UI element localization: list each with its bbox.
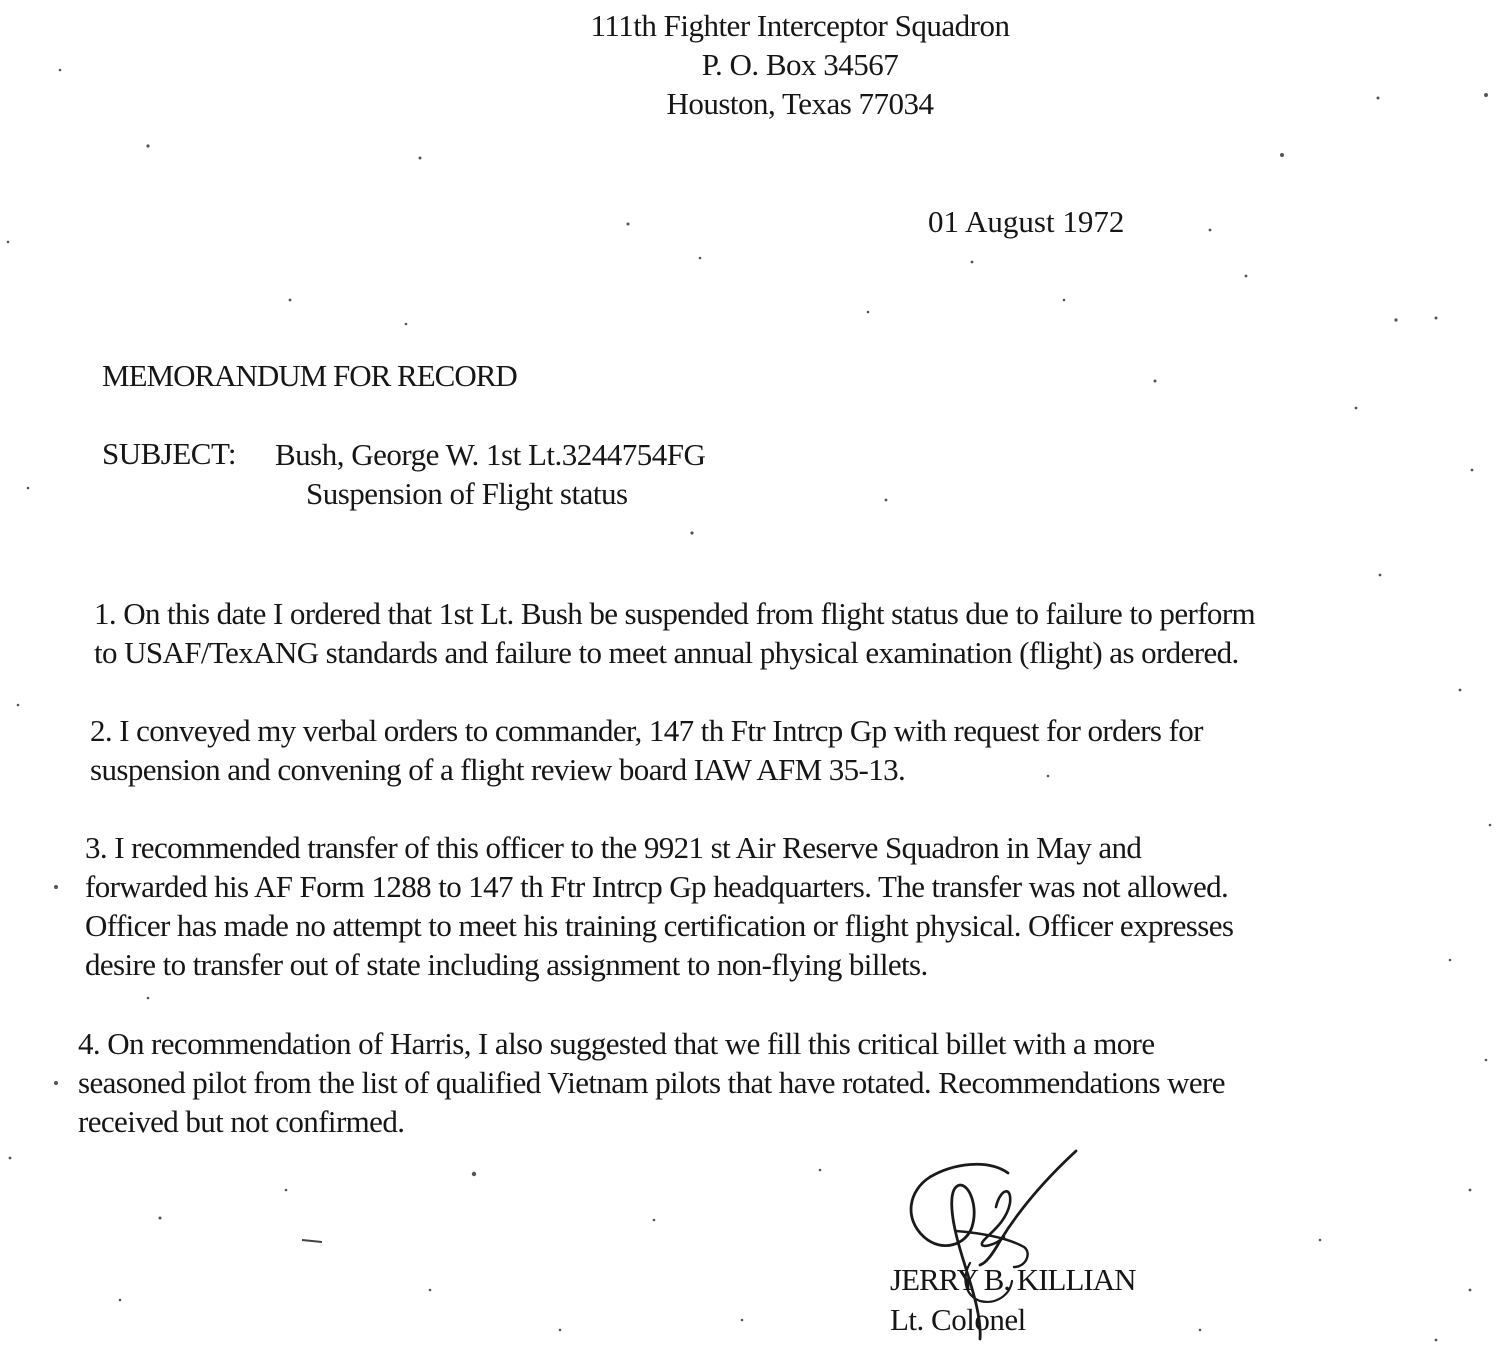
letterhead-po-box: P. O. Box 34567 xyxy=(701,47,899,82)
paragraph-line: seasoned pilot from the list of qualified Vietnam pilots that have rotated. Recommendations were xyxy=(78,1065,1225,1100)
paragraph-1 xyxy=(94,594,1255,672)
memo-date: 01 August 1972 xyxy=(928,204,1125,239)
paragraph-4 xyxy=(78,1024,1225,1141)
paragraph-line: 1. On this date I ordered that 1st Lt. Bush be suspended from flight status due to failure to perform xyxy=(94,596,1256,631)
letterhead-unit: 111th Fighter Interceptor Squadron xyxy=(590,8,1010,43)
paragraph-2 xyxy=(90,711,1203,789)
memo-title: MEMORANDUM FOR RECORD xyxy=(102,358,517,393)
paragraph-line: received but not confirmed. xyxy=(78,1104,405,1139)
paragraph-3 xyxy=(85,828,1233,984)
paragraph-line: 3. I recommended transfer of this officer to the 9921 st Air Reserve Squadron in May and xyxy=(85,830,1142,865)
subject-label: SUBJECT: xyxy=(102,436,236,471)
subject-line-2: Suspension of Flight status xyxy=(306,476,628,511)
letterhead xyxy=(540,6,1060,123)
paragraph-line: 4. On recommendation of Harris, I also suggested that we fill this critical billet with a more xyxy=(78,1026,1155,1061)
signer-name: JERRY B. KILLIAN xyxy=(890,1262,1136,1297)
signer-rank: Lt. Colonel xyxy=(890,1302,1026,1337)
paragraph-line: 2. I conveyed my verbal orders to commander, 147 th Ftr Intrcp Gp with request for orders for xyxy=(90,713,1203,748)
letterhead-city: Houston, Texas 77034 xyxy=(666,86,934,121)
paragraph-line: suspension and convening of a flight review board IAW AFM 35-13. xyxy=(90,752,906,787)
paragraph-line: desire to transfer out of state including assignment to non-flying billets. xyxy=(85,947,928,982)
paragraph-line: to USAF/TexANG standards and failure to meet annual physical examination (flight) as ordered. xyxy=(94,635,1239,670)
paragraph-line: Officer has made no attempt to meet his training certification or flight physical. Officer expresses xyxy=(85,908,1234,943)
subject-line-1: Bush, George W. 1st Lt.3244754FG xyxy=(275,437,706,472)
paragraph-line: forwarded his AF Form 1288 to 147 th Ftr Intrcp Gp headquarters. The transfer was not allowed. xyxy=(85,869,1229,904)
